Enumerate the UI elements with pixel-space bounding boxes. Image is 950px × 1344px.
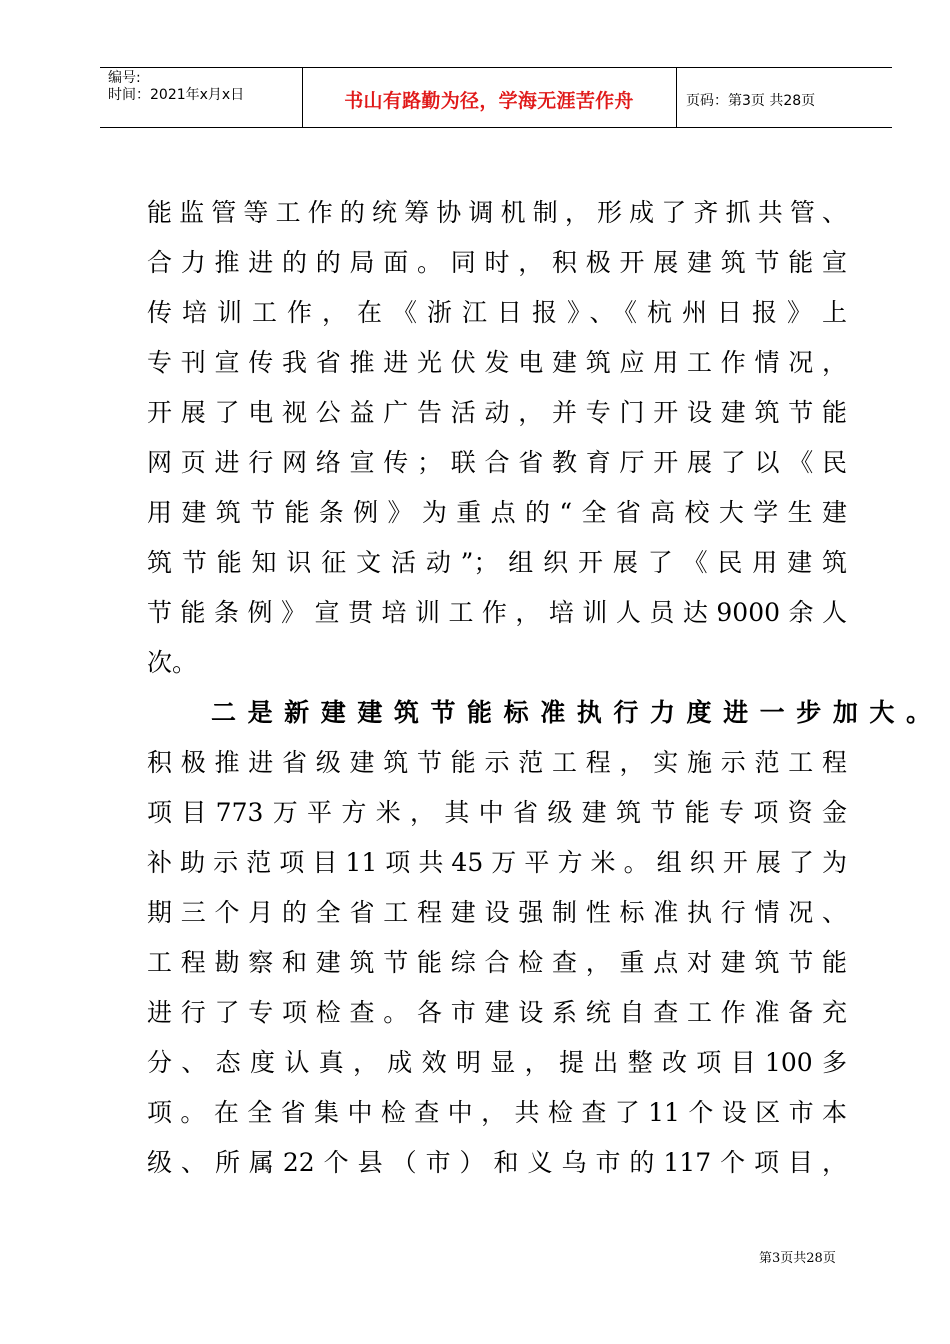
text-line: 进行了专项检查。各市建设系统自查工作准备充 [147, 998, 847, 1027]
text-line: 开展了电视公益广告活动，并专门开设建筑节能 [147, 398, 847, 427]
text-line: 级、所属22个县（市）和义乌市的117个项目， [147, 1148, 847, 1177]
header-left-block [108, 70, 244, 104]
text-line: 期三个月的全省工程建设强制性标准执行情况、 [147, 898, 847, 927]
serial-label: 编号: [108, 70, 141, 86]
header-rule-top [100, 67, 892, 68]
text-line: 合力推进的的局面。同时，积极开展建筑节能宣 [147, 248, 847, 277]
text-line: 能监管等工作的统筹协调机制，形成了齐抓共管、 [147, 198, 847, 227]
text-line: 专刊宣传我省推进光伏发电建筑应用工作情况， [147, 348, 847, 377]
text-line: 补助示范项目11项共45万平方米。组织开展了为 [147, 848, 847, 877]
text-line: 网页进行网络宣传；联合省教育厅开展了以《民 [147, 448, 847, 477]
document-body [147, 188, 931, 1188]
text-line: 项目773万平方米，其中省级建筑节能专项资金 [147, 798, 847, 827]
text-line: 项。在全省集中检查中，共检查了11个设区市本 [147, 1098, 847, 1127]
header-divider-right [676, 67, 677, 128]
date-label: 时间：2021年x月x日 [108, 87, 245, 103]
text-line: 节能条例》宣贯培训工作，培训人员达9000余人 [147, 598, 847, 627]
text-line: 传培训工作，在《浙江日报》、《杭州日报》上 [147, 298, 847, 327]
text-line: 用建筑节能条例》为重点的“全省高校大学生建 [147, 498, 847, 527]
text-line: 工程勘察和建筑节能综合检查，重点对建筑节能 [147, 948, 847, 977]
text-line: 分、态度认真，成效明显，提出整改项目100多 [147, 1048, 847, 1077]
section-heading: 二是新建建筑节能标准执行力度进一步加大。 [211, 698, 931, 727]
text-line: 次。 [147, 648, 198, 677]
text-line: 筑节能知识征文活动”；组织开展了《民用建筑 [147, 548, 847, 577]
header-motto: 书山有路勤为径，学海无涯苦作舟 [344, 90, 634, 112]
header-page-info: 页码：第3页 共28页 [686, 93, 816, 109]
text-line: 积极推进省级建筑节能示范工程，实施示范工程 [147, 748, 847, 777]
footer-page-info: 第3页共28页 [759, 1251, 836, 1266]
header-rule-bottom [100, 127, 892, 128]
